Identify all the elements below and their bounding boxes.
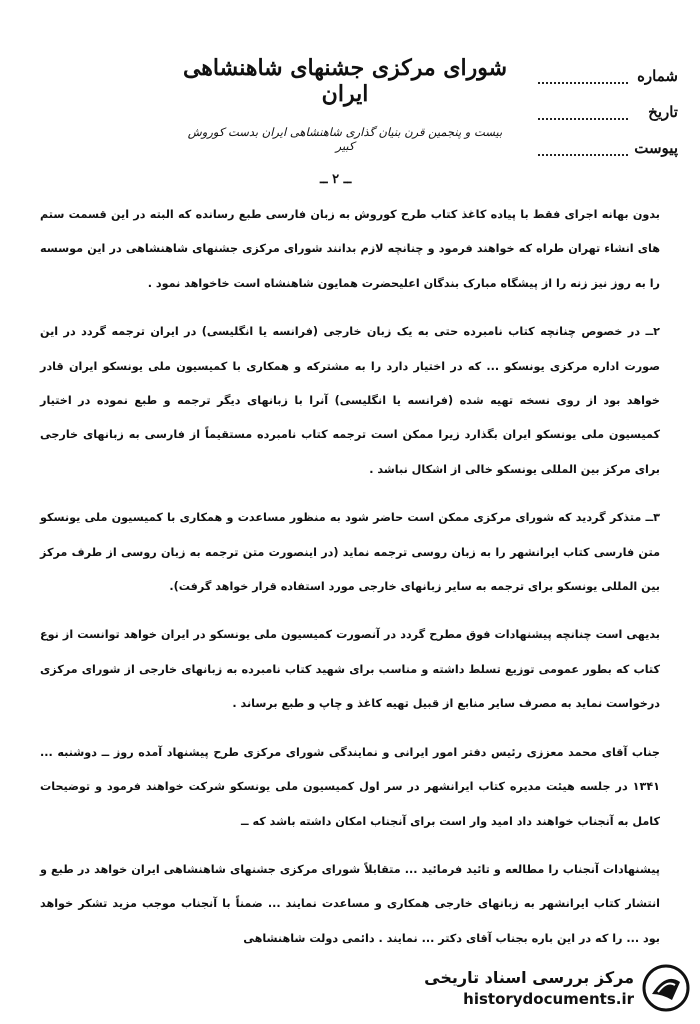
reference-number-line — [538, 68, 628, 84]
reference-number-label: شماره — [637, 67, 678, 85]
letter-body — [40, 198, 660, 970]
paragraph-1: بدون بهانه اجرای فقط با پیاده کاغذ کتاب طرح کوروش به زبان فارسی طبع رسانده که البته در این قسمت ستم های انشاء تهران طراه که خواهند فرمود و چنانچه لازم بدانند شورای مرکزی جشنهای شاهنشاهی در این موسسه را به روز نیز زنه را از پیشگاه مبارک بندگان اعلیحضرت همایون شاهنشاه است خاخواهد نمود . — [40, 208, 660, 290]
archive-watermark — [410, 960, 690, 1016]
paragraph-5: جناب آقای محمد معززی رئیس دفتر امور ایرانی و نمایندگی شورای مرکزی طرح پیشنهاد آمده روز ــ دوشنبه ... ۱۳۴۱ در جلسه هیئت مدیره کتاب ایرانشهر در سر اول کمیسیون ملی یونسکو شرکت خواهند فرمود و توضیحات کامل به آنجناب خواهند داد امید وار است برای آنجناب امکان داشته باشد که ــ — [40, 745, 660, 828]
paragraph-6: پیشنهادات آنجناب را مطالعه و تائید فرمائید ... متقابلاً شورای مرکزی جشنهای شاهنشاهی ایران خواهد در طبع و انتشار کتاب ایرانشهر به زبانهای خارجی همکاری و مساعدت نمایند ... ضمناً با آنجناب موجب مزید تشکر خواهد بود ... را که در این باره بجناب آقای دکتر ... نمایند . دائمی دولت شاهنشاهی — [40, 862, 660, 945]
letterhead — [180, 55, 510, 153]
paragraph-4: بدیهی است چنانچه پیشنهادات فوق مطرح گردد در آنصورت کمیسیون ملی یونسکو در ایران خواهد توانست از نوع کتاب که بطور عمومی توزیع تسلط داشته و مناسب برای شهید کتاب نامبرده به زبانهای خارجی از شورای مرکزی درخواست نماید به مصرف سایر منابع از قبیل تهیه کاغذ و چاپ و طبع برساند . — [40, 628, 660, 711]
reference-block — [538, 58, 678, 166]
reference-attachment-label: پیوست — [634, 139, 678, 157]
reference-date-row — [538, 94, 678, 130]
paragraph-3: ۳ــ متذکر گردید که شورای مرکزی ممکن است حاضر شود به منظور مساعدت و همکاری با کمیسیون ملی یونسکو متن فارسی کتاب ایرانشهر را به زبان روسی ترجمه نماید (در اینصورت متن ترجمه به زبان روسی از طرف مرکز بین المللی یونسکو برای ترجمه به سایر زبانهای خارجی مورد استفاده قرار خواهد گرفت). — [40, 511, 660, 594]
paragraph-2: ۲ــ در خصوص چنانچه کتاب نامبرده حتی به یک زبان خارجی (فرانسه یا انگلیسی) در ایران ترجمه گردد در این صورت اداره مرکزی یونسکو ... که در اختیار دارد را به مشترکه و همکاری با کمیسیون ملی یونسکو ایران قادر خواهد بود از روی نسخه تهیه شده (فرانسه یا انگلیسی) آنرا با زبانهای دیگر ترجمه و طبع نموده در اختیار کمیسیون ملی یونسکو ایران بگذارد زیرا ممکن است ترجمه کتاب نامبرده مستقیماً از فارسی به زبانهای خارجی برای مرکز بین المللی یونسکو خالی از اشکال نباشد . — [40, 325, 660, 476]
organization-subtitle: بیست و پنجمین قرن بنیان گذاری شاهنشاهی ایران بدست کوروش کبیر — [187, 125, 503, 153]
page-number: ــ ۲ ــ — [320, 172, 352, 187]
watermark-website: historydocuments.ir — [463, 990, 634, 1008]
reference-number-row — [538, 58, 678, 94]
reference-date-label: تاریخ — [648, 103, 678, 121]
reference-attachment-line — [538, 140, 628, 156]
watermark-text — [410, 968, 634, 1008]
archive-logo-icon — [642, 964, 690, 1012]
organization-title: شورای مرکزی جشنهای شاهنشاهی ایران — [182, 55, 508, 107]
reference-attachment-row — [538, 130, 678, 166]
watermark-title: مرکز بررسی اسناد تاریخی — [424, 968, 634, 987]
reference-date-line — [538, 104, 628, 120]
